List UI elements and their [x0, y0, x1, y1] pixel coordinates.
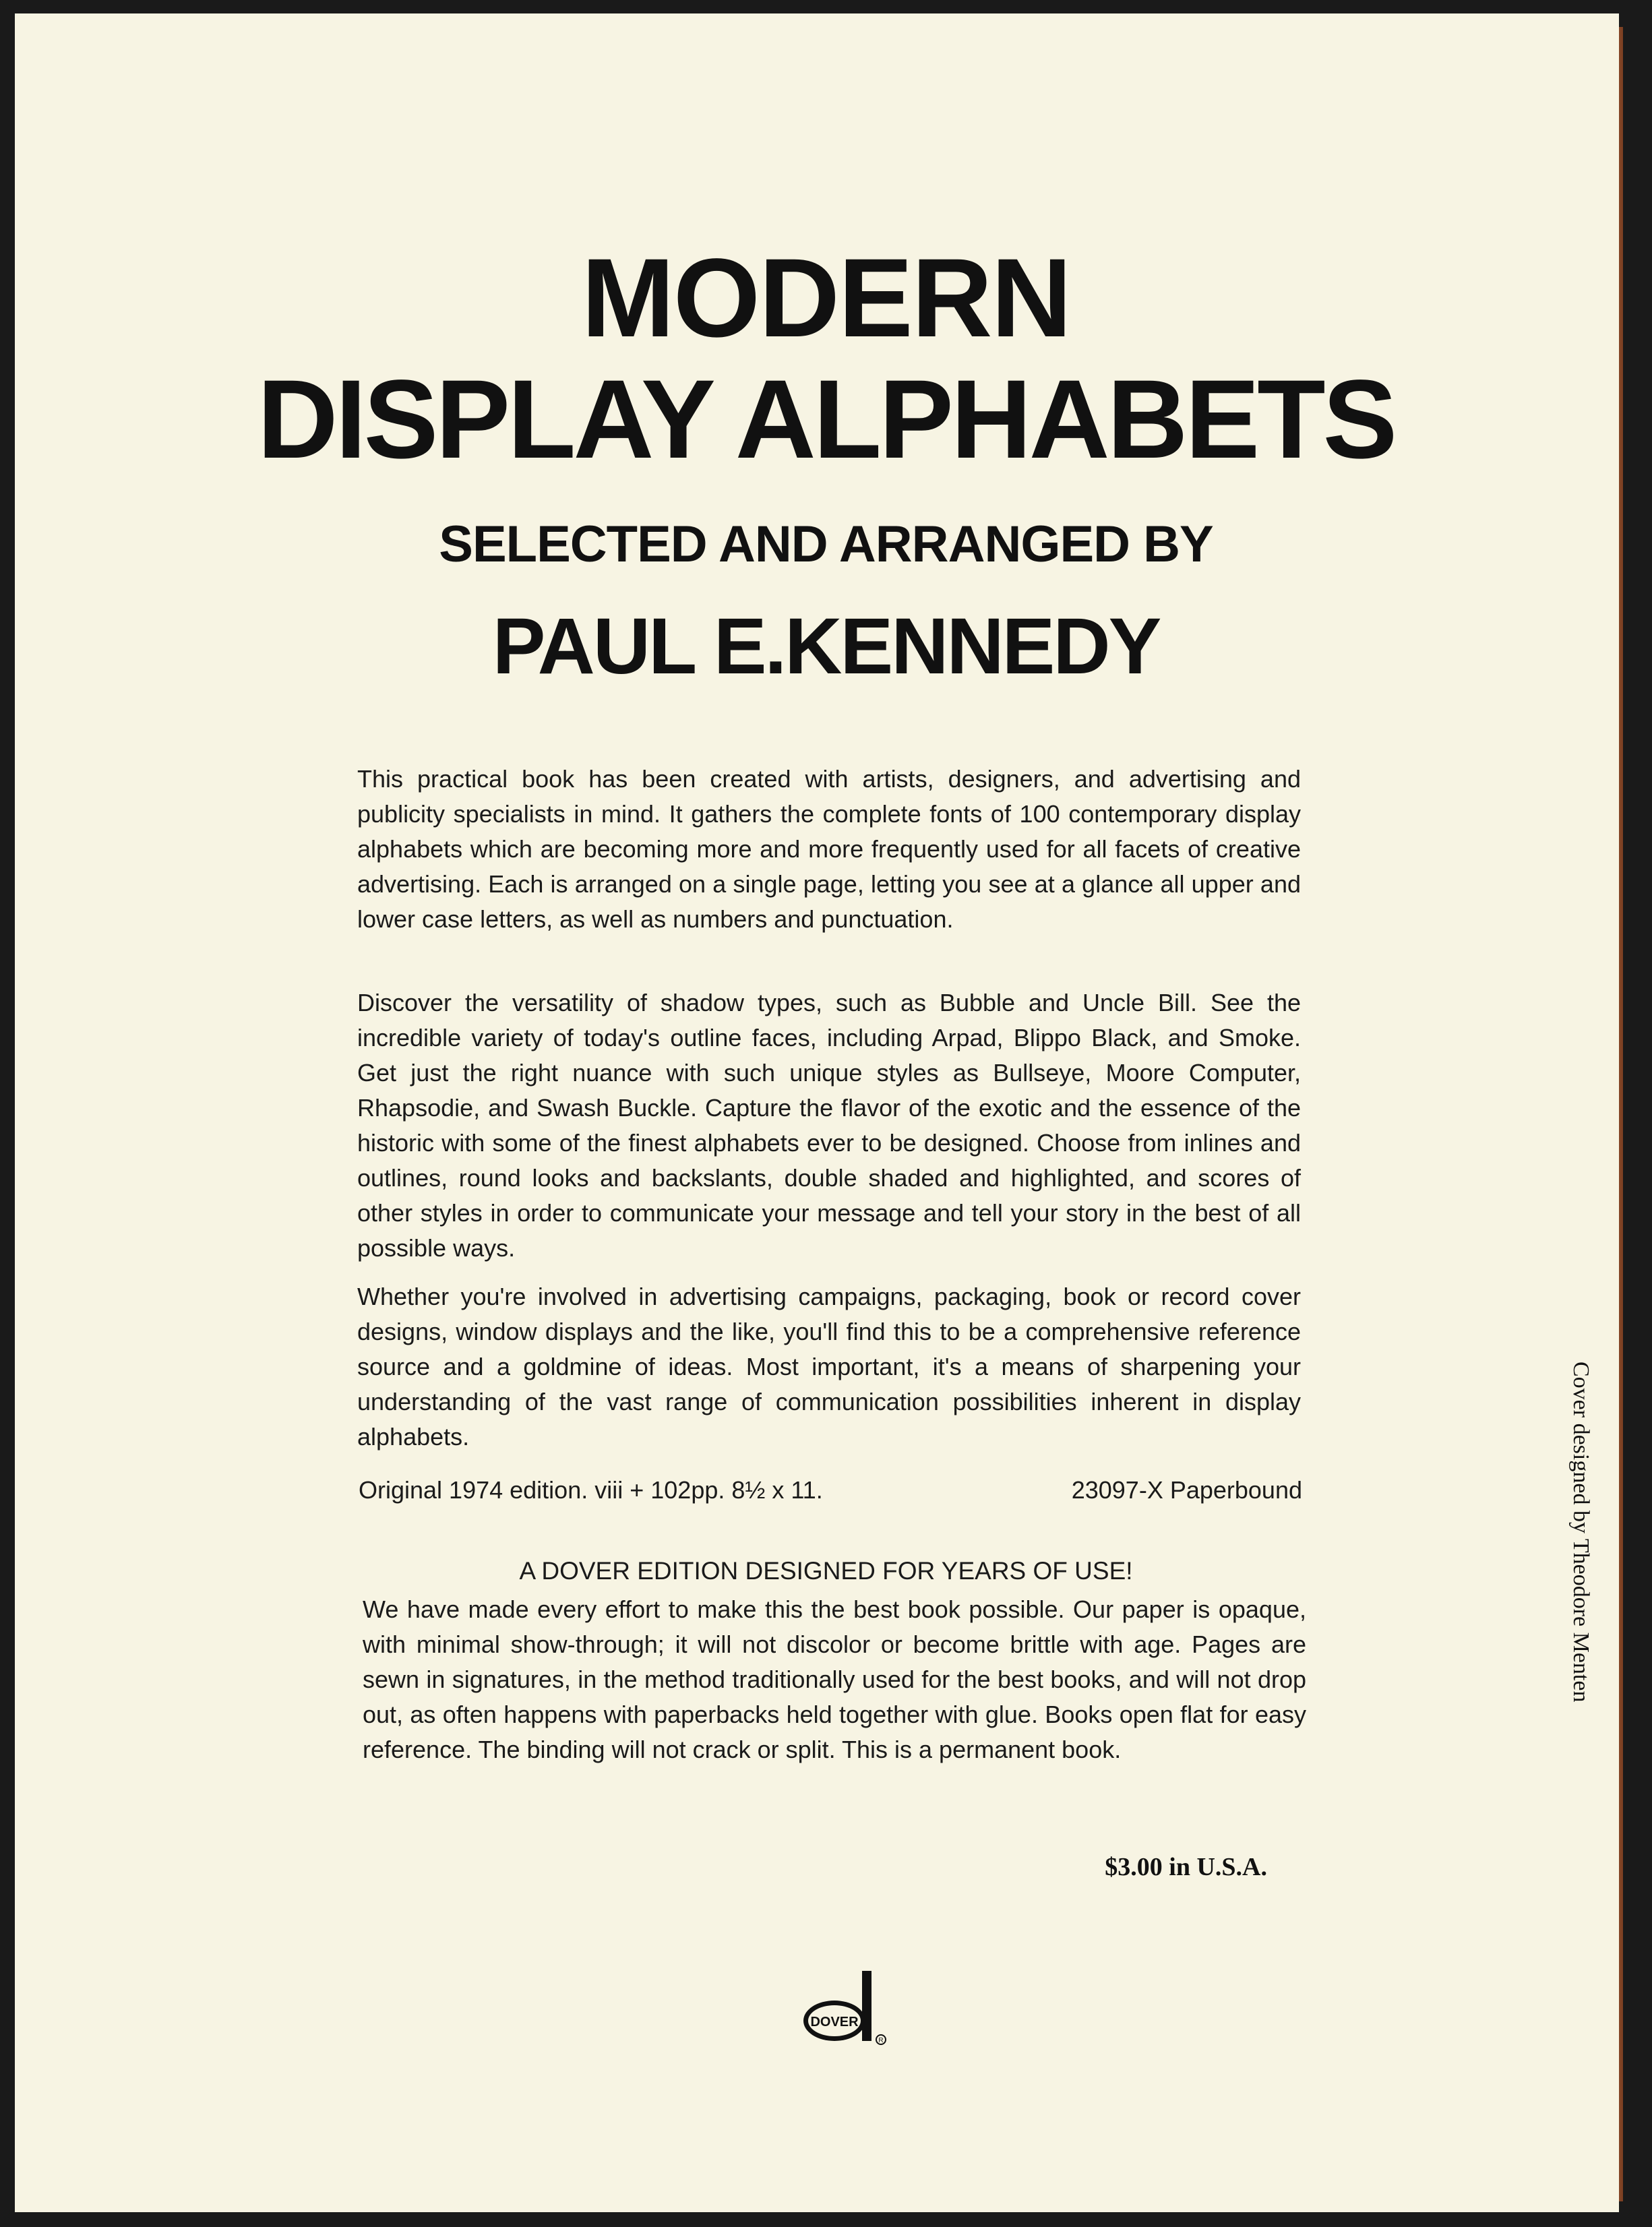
edition-details: Original 1974 edition. viii + 102pp. 8½ x 11. [359, 1476, 823, 1504]
title-line-2: DISPLAY ALPHABETS [257, 357, 1395, 482]
subtitle: SELECTED AND ARRANGED BY [439, 516, 1213, 573]
edition-info-line [359, 1476, 1302, 1511]
cover-designer-credit: Cover designed by Theodore Menten [1568, 1362, 1593, 1703]
description-paragraph-1: This practical book has been created with artists, designers, and advertising and publicity specialists in mind. It gathers the complete fonts of 100 contemporary display alphabets which are becoming more and more frequently used for all facets of creative advertising. Each is arranged on a single page, letting you see at a glance all upper and lower case letters, as well as numbers and punctuation. [357, 765, 1301, 933]
title-line-1: MODERN [581, 236, 1071, 361]
description-paragraph-2: Discover the versatility of shadow types, such as Bubble and Uncle Bill. See the incredible variety of today's outline faces, including Arpad, Blippo Black, and Smoke. Get just the right nuance with such unique styles as Bullseye, Moore Computer, Rhapsodie, and Swash Buckle. Capture the flavor of the exotic and the essence of the historic with some of the finest alphabets ever to be designed. Choose from inlines and outlines, round looks and backslants, double shaded and highlighted, and scores of other styles in order to communicate your message and tell your story in the best of all possible ways. [357, 989, 1301, 1262]
dover-edition-description: We have made every effort to make this the best book possible. Our paper is opaque, with minimal show-through; it will not discolor or become brittle with age. Pages are sewn in signatures, in the method traditionally used for the best books, and will not drop out, as often happens with paperbacks held together with glue. Books open flat for easy reference. The binding will not crack or split. This is a permanent book. [363, 1595, 1306, 1763]
dover-edition-heading: A DOVER EDITION DESIGNED FOR YEARS OF USE! [519, 1557, 1133, 1585]
author-name: PAUL E.KENNEDY [492, 602, 1160, 691]
catalog-number: 23097-X Paperbound [1071, 1476, 1302, 1504]
logo-text: DOVER [810, 2015, 859, 2030]
dover-logo-icon [797, 1967, 898, 2049]
svg-text:R: R [878, 2037, 884, 2044]
description-paragraph-3: Whether you're involved in advertising campaigns, packaging, book or record cover designs, window displays and the like, you'll find this to be a comprehensive reference source and a goldmine of ideas. Most important, it's a means of sharpening your understanding of the vast range of communication possibilities inherent in display alphabets. [357, 1283, 1301, 1451]
price-label: $3.00 in U.S.A. [1105, 1853, 1267, 1881]
